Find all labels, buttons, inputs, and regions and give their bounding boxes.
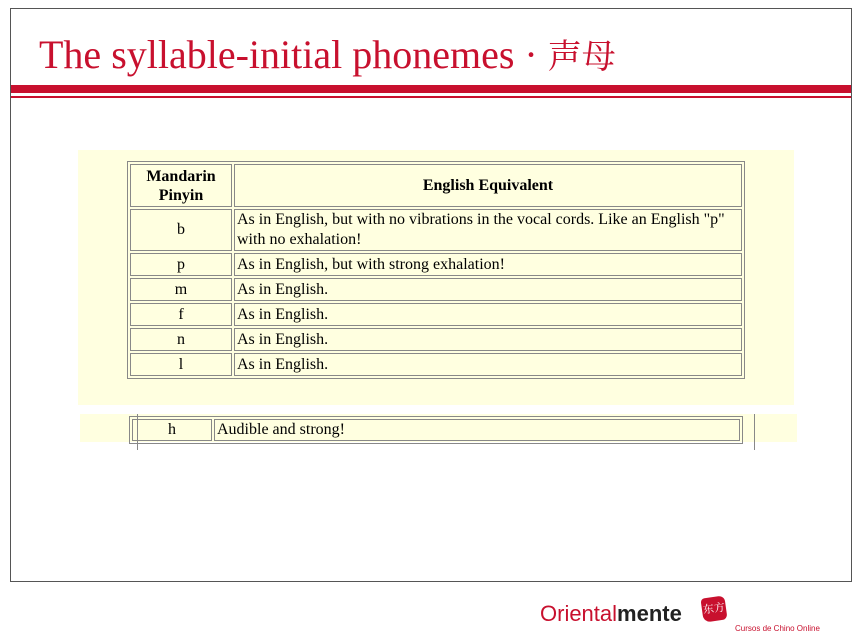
pinyin-cell: h bbox=[132, 419, 212, 441]
table-row bbox=[130, 353, 742, 376]
table-row bbox=[130, 303, 742, 326]
phoneme-table bbox=[127, 161, 745, 379]
english-cell: As in English. bbox=[234, 303, 742, 326]
english-cell: As in English. bbox=[234, 278, 742, 301]
slide-title bbox=[39, 29, 616, 78]
brand-logo-light: Oriental bbox=[540, 601, 618, 626]
seal-icon: 东方 bbox=[700, 595, 727, 622]
table-row bbox=[132, 419, 740, 441]
english-cell: As in English, but with strong exhalation! bbox=[234, 253, 742, 276]
english-cell: As in English. bbox=[234, 353, 742, 376]
brand-tagline: Cursos de Chino Online bbox=[735, 624, 820, 633]
english-cell: As in English. bbox=[234, 328, 742, 351]
table-row bbox=[130, 209, 742, 251]
table-header-row bbox=[130, 164, 742, 207]
table-row bbox=[130, 253, 742, 276]
header-english-equivalent: English Equivalent bbox=[234, 164, 742, 207]
slide-title-cjk: 声母 bbox=[547, 37, 616, 77]
pinyin-cell: l bbox=[130, 353, 232, 376]
table-row bbox=[130, 328, 742, 351]
header-mandarin-pinyin: Mandarin Pinyin bbox=[130, 164, 232, 207]
title-rule-thick bbox=[11, 85, 851, 93]
english-cell: As in English, but with no vibrations in the vocal cords. Like an English "p" with no exhalation! bbox=[234, 209, 742, 251]
table-row bbox=[130, 278, 742, 301]
pinyin-cell: n bbox=[130, 328, 232, 351]
english-cell: Audible and strong! bbox=[214, 419, 740, 441]
pinyin-cell: f bbox=[130, 303, 232, 326]
brand-logo bbox=[540, 601, 682, 627]
title-rule-thin bbox=[11, 96, 851, 98]
brand-logo-bold: mente bbox=[617, 601, 682, 626]
slide-title-text: The syllable-initial phonemes · bbox=[39, 32, 548, 77]
pinyin-cell: b bbox=[130, 209, 232, 251]
table-continuation-border-right bbox=[754, 414, 755, 450]
phoneme-table-continued bbox=[129, 416, 743, 444]
pinyin-cell: m bbox=[130, 278, 232, 301]
pinyin-cell: p bbox=[130, 253, 232, 276]
